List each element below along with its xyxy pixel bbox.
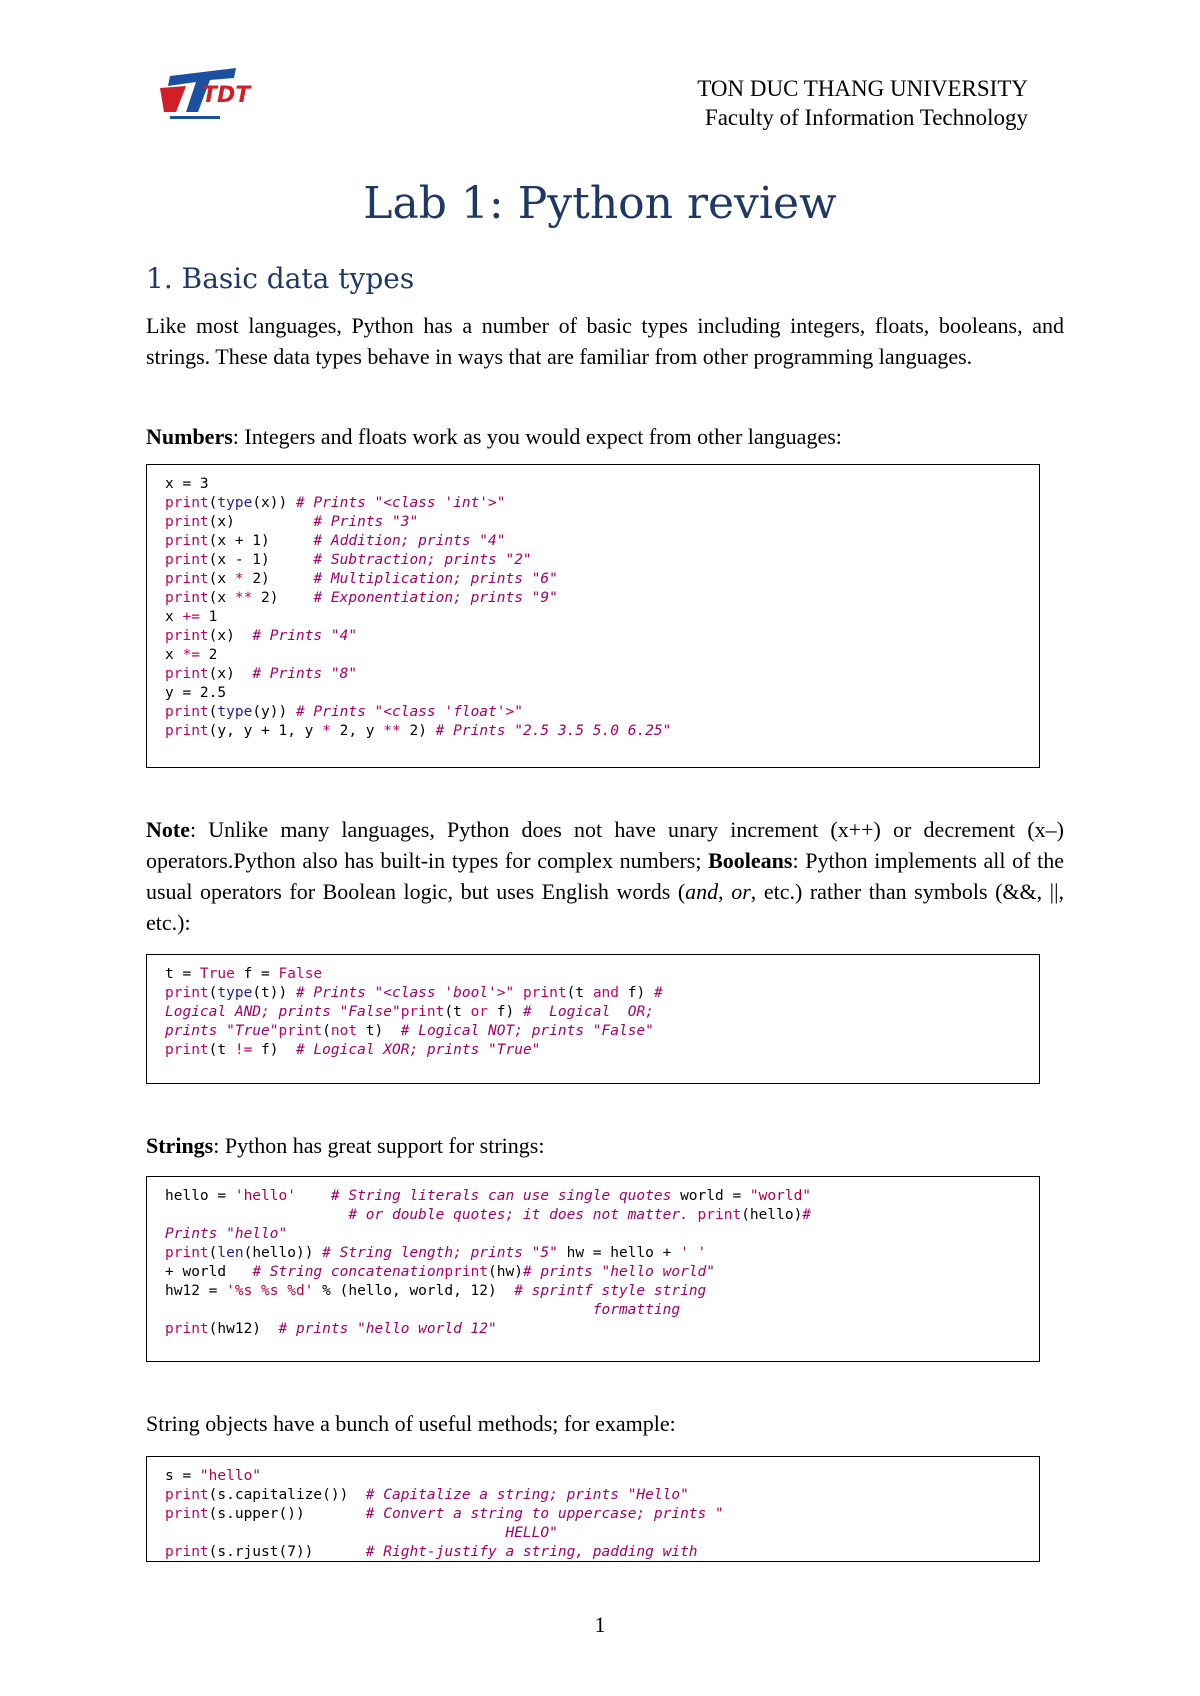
code-token: (x) xyxy=(208,514,314,530)
numbers-paragraph xyxy=(146,421,1064,452)
code-token: # Prints "<class 'int'>" xyxy=(295,495,506,511)
code-token: # xyxy=(802,1207,812,1223)
code-token: # prints "hello world" xyxy=(522,1264,716,1280)
code-token: # Prints "<class 'float'>" xyxy=(295,704,523,720)
note-text: : Unlike many languages, Python does not have unary increment (x++) or decrement (x–) operators.Python also has built-in types for complex numbers; xyxy=(146,817,1064,873)
code-token: print xyxy=(165,1487,209,1503)
code-token: ** xyxy=(234,590,253,606)
page-title: Lab 1: Python review xyxy=(363,178,837,229)
code-token: print xyxy=(165,1321,209,1337)
code-token: f) xyxy=(488,1004,523,1020)
code-line xyxy=(165,1301,1039,1320)
code-token: Prints "hello" xyxy=(165,1226,288,1242)
code-token: # Prints "8" xyxy=(252,666,358,682)
code-token: print xyxy=(165,533,209,549)
code-line xyxy=(165,1524,1039,1543)
code-token: # or double quotes; it does not matter. xyxy=(348,1207,689,1223)
code-token: False xyxy=(278,966,323,982)
code-line xyxy=(165,570,1039,589)
code-token: (y, y + 1, y xyxy=(208,723,323,739)
code-line xyxy=(165,965,1039,984)
note-label: Note xyxy=(146,817,190,842)
code-token: (hw12) xyxy=(208,1321,279,1337)
code-token: (x xyxy=(208,590,235,606)
code-line xyxy=(165,513,1039,532)
code-token: (hello) xyxy=(741,1207,803,1223)
section-number: 1. xyxy=(146,262,173,295)
code-token: (x xyxy=(208,571,235,587)
code-line xyxy=(165,703,1039,722)
code-token: or xyxy=(470,1004,489,1020)
logo-text: TDT xyxy=(202,83,251,108)
code-token: # Logical OR; xyxy=(522,1004,654,1020)
code-line xyxy=(165,627,1039,646)
code-token: ( xyxy=(208,495,218,511)
code-block-strings xyxy=(146,1176,1040,1362)
code-token: print xyxy=(165,1544,209,1560)
code-token: ** xyxy=(383,723,401,739)
code-token: ( xyxy=(208,704,218,720)
code-token: + world xyxy=(165,1264,253,1280)
code-token: print xyxy=(522,985,567,1001)
code-token: 2) xyxy=(400,723,436,739)
code-token: print xyxy=(165,1042,209,1058)
section-title: Basic data types xyxy=(181,262,415,295)
code-line xyxy=(165,665,1039,684)
code-token xyxy=(165,1525,505,1541)
code-token: # sprintf style string xyxy=(514,1283,707,1299)
code-token: # Capitalize a string; prints "Hello" xyxy=(365,1487,689,1503)
code-token: # Logical NOT; prints "False" xyxy=(400,1023,654,1039)
code-token: 2) xyxy=(243,571,314,587)
code-token: # Right-justify a string, padding with xyxy=(365,1544,698,1560)
code-token: # Prints "4" xyxy=(252,628,358,644)
code-line xyxy=(165,1543,1039,1562)
code-token: s = xyxy=(165,1468,200,1484)
code-token: * xyxy=(322,723,331,739)
code-token: *= xyxy=(182,647,200,663)
code-token xyxy=(165,1302,593,1318)
code-token: (s.upper()) xyxy=(208,1506,366,1522)
code-line xyxy=(165,1206,1039,1225)
code-line xyxy=(165,608,1039,627)
code-line xyxy=(165,1022,1039,1041)
code-line xyxy=(165,1505,1039,1524)
code-token: not xyxy=(330,1023,358,1039)
code-line xyxy=(165,1041,1039,1060)
code-token: print xyxy=(165,628,209,644)
code-line xyxy=(165,984,1039,1003)
code-token: # String concatenation xyxy=(252,1264,445,1280)
code-line xyxy=(165,532,1039,551)
code-token: ( xyxy=(208,985,218,1001)
code-token: ( xyxy=(322,1023,331,1039)
header-institution xyxy=(697,74,1028,132)
code-token: print xyxy=(165,552,209,568)
code-line xyxy=(165,1282,1039,1301)
code-token: # String literals can use single quotes xyxy=(330,1188,672,1204)
code-token: (t xyxy=(566,985,593,1001)
code-token: (s.rjust(7)) xyxy=(208,1544,366,1560)
code-token: # Convert a string to uppercase; prints " xyxy=(365,1506,724,1522)
code-token: (x) xyxy=(208,666,253,682)
code-line xyxy=(165,589,1039,608)
code-token: # Subtraction; prints "2" xyxy=(313,552,532,568)
code-token: ' ' xyxy=(680,1245,707,1261)
code-token: x = 3 xyxy=(165,476,209,492)
booleans-text-end: , etc.) rather than symbols (&&, ||, etc.): xyxy=(146,879,1064,935)
code-token xyxy=(689,1207,698,1223)
code-token: (x - 1) xyxy=(208,552,314,568)
strings-label: Strings xyxy=(146,1133,214,1158)
section-heading xyxy=(146,262,414,295)
university-name: TON DUC THANG UNIVERSITY xyxy=(697,76,1028,101)
code-token: 1 xyxy=(199,609,218,625)
code-token: prints "True" xyxy=(165,1023,279,1039)
code-token: formatting xyxy=(592,1302,681,1318)
code-token: '%s %s %d' xyxy=(226,1283,314,1299)
code-token: # Exponentiation; prints "9" xyxy=(313,590,558,606)
code-token: (y)) xyxy=(252,704,296,720)
code-line xyxy=(165,551,1039,570)
code-token: # Addition; prints "4" xyxy=(313,533,506,549)
code-token: print xyxy=(165,666,209,682)
numbers-text: : Integers and floats work as you would expect from other languages: xyxy=(232,424,842,449)
code-token: != xyxy=(234,1042,253,1058)
word-or: or xyxy=(731,879,751,904)
code-token: y = 2.5 xyxy=(165,685,227,701)
code-line xyxy=(165,1244,1039,1263)
page-number: 1 xyxy=(594,1612,606,1637)
code-token: (t)) xyxy=(252,985,296,1001)
code-token: # prints "hello world 12" xyxy=(278,1321,497,1337)
strings-paragraph xyxy=(146,1130,1064,1161)
code-token: 'hello' xyxy=(234,1188,296,1204)
code-token: f) xyxy=(252,1042,296,1058)
code-token: print xyxy=(165,1506,209,1522)
university-logo xyxy=(156,66,251,124)
code-block-methods xyxy=(146,1456,1040,1562)
code-token: * xyxy=(234,571,244,587)
code-token: print xyxy=(165,1245,209,1261)
code-line xyxy=(165,684,1039,703)
code-token: += xyxy=(182,609,200,625)
code-token: f = xyxy=(234,966,279,982)
code-token: len xyxy=(217,1245,244,1261)
code-token: (x)) xyxy=(252,495,296,511)
code-line xyxy=(165,1003,1039,1022)
methods-paragraph: String objects have a bunch of useful methods; for example: xyxy=(146,1411,676,1436)
code-line xyxy=(165,1467,1039,1486)
code-token: # Logical XOR; prints "True" xyxy=(295,1042,541,1058)
code-token: (x) xyxy=(208,628,253,644)
code-token: hw = hello + xyxy=(557,1245,681,1261)
numbers-label: Numbers xyxy=(146,424,233,449)
code-token: x xyxy=(165,647,183,663)
code-token: hello = xyxy=(165,1188,235,1204)
code-block-booleans xyxy=(146,954,1040,1084)
code-token: "hello" xyxy=(199,1468,262,1484)
note-paragraph xyxy=(146,814,1064,938)
code-token: Logical AND; prints "False" xyxy=(165,1004,401,1020)
code-token: print xyxy=(400,1004,445,1020)
code-token: hw12 = xyxy=(165,1283,227,1299)
code-token: (t xyxy=(208,1042,235,1058)
code-token: HELLO" xyxy=(505,1525,558,1541)
code-token: t = xyxy=(165,966,200,982)
code-token: # String length; prints "5" xyxy=(322,1245,558,1261)
intro-paragraph: Like most languages, Python has a number of basic types including integers, floats, booleans, and strings. These data types behave in ways that are familiar from other programming languages. xyxy=(146,313,1064,369)
code-token: print xyxy=(165,704,209,720)
code-token: (t xyxy=(444,1004,471,1020)
code-token xyxy=(296,1188,331,1204)
code-token: print xyxy=(165,571,209,587)
code-token: print xyxy=(165,495,209,511)
code-token: print xyxy=(165,514,209,530)
word-comma: , xyxy=(718,879,732,904)
code-token: (hw) xyxy=(488,1264,523,1280)
code-token: 2 xyxy=(199,647,218,663)
code-token: and xyxy=(592,985,620,1001)
code-token: print xyxy=(165,590,209,606)
code-token: # Prints "2.5 3.5 5.0 6.25" xyxy=(435,723,672,739)
code-token: type xyxy=(217,704,253,720)
code-token: (s.capitalize()) xyxy=(208,1487,366,1503)
code-token: # Prints "3" xyxy=(313,514,419,530)
code-token: print xyxy=(444,1264,489,1280)
code-token: # Multiplication; prints "6" xyxy=(313,571,558,587)
code-line xyxy=(165,1187,1039,1206)
code-token: print xyxy=(697,1207,742,1223)
code-token: type xyxy=(217,985,253,1001)
code-token: 2) xyxy=(252,590,314,606)
code-line xyxy=(165,475,1039,494)
code-token: # xyxy=(653,985,663,1001)
code-token: print xyxy=(165,985,209,1001)
code-token: x xyxy=(165,609,183,625)
code-token: t) xyxy=(357,1023,401,1039)
code-line xyxy=(165,1486,1039,1505)
code-token: "world" xyxy=(749,1188,812,1204)
booleans-text: : Python implements all of the usual operators for Boolean logic, but uses English words ( xyxy=(146,848,1065,904)
code-token: True xyxy=(199,966,235,982)
code-token: 2, y xyxy=(330,723,384,739)
code-token: % (hello, world, 12) xyxy=(313,1283,515,1299)
code-token xyxy=(165,1207,348,1223)
code-line xyxy=(165,494,1039,513)
code-token xyxy=(514,985,523,1001)
word-and: and xyxy=(685,879,719,904)
code-token: ( xyxy=(208,1245,218,1261)
code-line xyxy=(165,646,1039,665)
code-token: (hello)) xyxy=(243,1245,323,1261)
code-line xyxy=(165,1263,1039,1282)
code-token: print xyxy=(278,1023,323,1039)
code-token: type xyxy=(217,495,253,511)
faculty-name: Faculty of Information Technology xyxy=(704,105,1028,130)
code-line xyxy=(165,1320,1039,1339)
strings-text: : Python has great support for strings: xyxy=(213,1133,545,1158)
code-token: # Prints "<class 'bool'>" xyxy=(295,985,515,1001)
code-line xyxy=(165,1225,1039,1244)
booleans-label: Booleans xyxy=(708,848,793,873)
code-token: world = xyxy=(671,1188,750,1204)
code-line xyxy=(165,722,1039,741)
code-token: f) xyxy=(619,985,654,1001)
code-token: (x + 1) xyxy=(208,533,314,549)
code-block-numbers xyxy=(146,464,1040,768)
code-token: print xyxy=(165,723,209,739)
